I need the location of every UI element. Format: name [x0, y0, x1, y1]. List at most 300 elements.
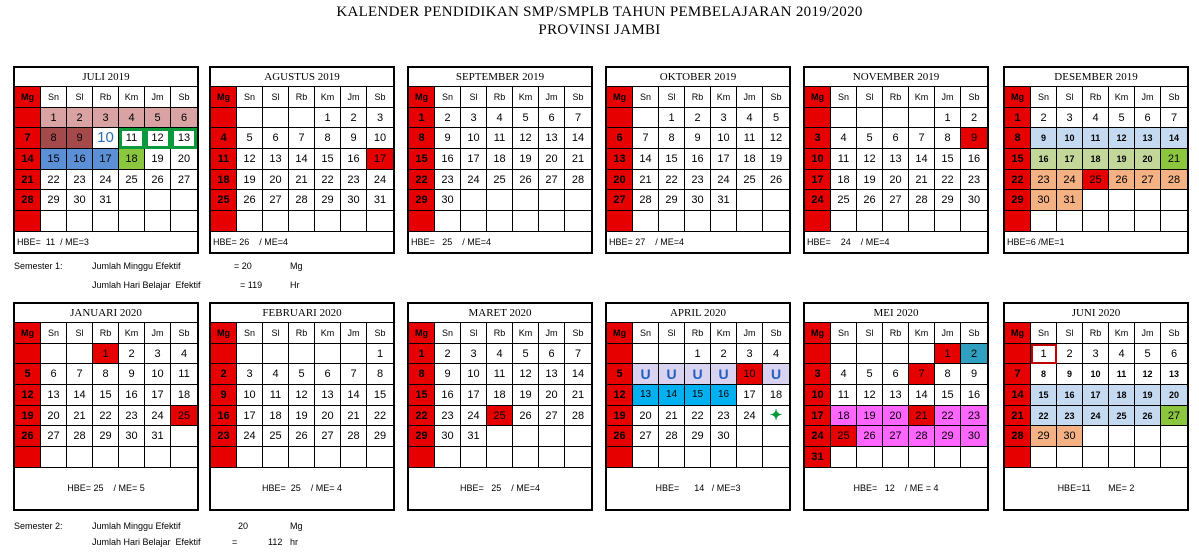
empty-day-cell [1109, 190, 1135, 211]
empty-day-cell [763, 211, 789, 232]
empty-day-cell [409, 211, 435, 232]
empty-day-cell [15, 108, 41, 129]
day-cell: 1 [1031, 344, 1057, 365]
weekday-header: Km [1109, 87, 1135, 108]
day-grid [607, 323, 789, 468]
day-cell: 2 [435, 344, 461, 365]
day-cell: 3 [461, 108, 487, 129]
empty-day-cell [1109, 211, 1135, 232]
day-cell: 4 [737, 108, 763, 129]
month-title: JUNI 2020 [1005, 304, 1187, 323]
empty-day-cell [461, 211, 487, 232]
day-cell: 5 [857, 128, 883, 149]
day-cell: 24 [461, 406, 487, 427]
empty-day-cell [341, 447, 367, 468]
month-title: DESEMBER 2019 [1005, 68, 1187, 87]
day-cell: 29 [685, 426, 711, 447]
weekday-header: Mg [409, 323, 435, 344]
month-title: JULI 2019 [15, 68, 197, 87]
day-cell: 29 [935, 426, 961, 447]
weekday-header: Sn [1031, 323, 1057, 344]
semester2-hari-unit: hr [290, 537, 299, 547]
day-cell: 18 [171, 385, 197, 406]
empty-day-cell [857, 211, 883, 232]
day-cell: 10 [1057, 128, 1083, 149]
empty-day-cell [93, 447, 119, 468]
empty-day-cell [263, 344, 289, 365]
day-cell: 30 [67, 190, 93, 211]
empty-day-cell [263, 447, 289, 468]
day-cell: 22 [367, 406, 393, 427]
empty-day-cell [211, 447, 237, 468]
empty-day-cell [1135, 190, 1161, 211]
empty-day-cell [263, 211, 289, 232]
day-cell: 27 [171, 170, 197, 191]
day-cell: 15 [935, 149, 961, 170]
day-cell: 21 [633, 170, 659, 191]
empty-day-cell [409, 447, 435, 468]
day-grid [15, 323, 197, 468]
empty-day-cell [659, 447, 685, 468]
weekday-header: Rb [289, 323, 315, 344]
semester2-minggu-label: Jumlah Minggu Efektif [92, 521, 181, 531]
empty-day-cell [15, 344, 41, 365]
empty-day-cell [67, 447, 93, 468]
day-cell: 31 [367, 190, 393, 211]
day-cell: 12 [857, 149, 883, 170]
day-cell: 9 [1031, 128, 1057, 149]
empty-day-cell [1161, 211, 1187, 232]
empty-day-cell [883, 211, 909, 232]
semester2-minggu-unit: Mg [290, 521, 303, 531]
day-cell: 5 [513, 108, 539, 129]
weekday-header: Km [711, 323, 737, 344]
day-cell: 20 [263, 170, 289, 191]
day-cell: 7 [15, 128, 41, 149]
day-cell: 29 [1031, 426, 1057, 447]
day-cell: 11 [119, 128, 145, 149]
day-cell: 16 [685, 149, 711, 170]
day-cell: 8 [1005, 128, 1031, 149]
empty-day-cell [935, 211, 961, 232]
day-cell: 23 [435, 170, 461, 191]
empty-day-cell [341, 344, 367, 365]
day-cell: 19 [1109, 149, 1135, 170]
weekday-header: Mg [1005, 87, 1031, 108]
empty-day-cell [211, 344, 237, 365]
day-cell: 27 [539, 406, 565, 427]
day-cell: 19 [289, 406, 315, 427]
empty-day-cell [315, 447, 341, 468]
day-cell: 9 [1057, 364, 1083, 385]
day-cell: 18 [119, 149, 145, 170]
day-cell: 16 [1031, 149, 1057, 170]
empty-day-cell [1057, 447, 1083, 468]
day-cell: 23 [435, 406, 461, 427]
day-cell: 27 [315, 426, 341, 447]
day-grid [211, 323, 393, 468]
day-cell: 25 [831, 190, 857, 211]
weekday-header: Jm [145, 323, 171, 344]
day-cell: 30 [685, 190, 711, 211]
empty-day-cell [41, 344, 67, 365]
weekday-header: Mg [805, 87, 831, 108]
day-cell: 14 [15, 149, 41, 170]
month-calendar [803, 302, 989, 511]
day-cell: 15 [1031, 385, 1057, 406]
weekday-header: Sb [961, 87, 987, 108]
empty-day-cell [119, 190, 145, 211]
day-cell: 11 [211, 149, 237, 170]
day-cell: 17 [1083, 385, 1109, 406]
weekday-header: Km [119, 323, 145, 344]
day-cell: 31 [93, 190, 119, 211]
day-cell: 3 [737, 344, 763, 365]
day-cell: 26 [607, 426, 633, 447]
empty-day-cell [1031, 447, 1057, 468]
empty-day-cell [435, 447, 461, 468]
empty-day-cell [831, 447, 857, 468]
weekday-header: Sb [171, 87, 197, 108]
day-cell: 12 [513, 128, 539, 149]
empty-day-cell [237, 108, 263, 129]
semester2-hari-eq: = [232, 537, 238, 547]
weekday-header: Sb [1161, 323, 1187, 344]
empty-day-cell [565, 190, 591, 211]
day-cell: 21 [1005, 406, 1031, 427]
day-cell: 21 [341, 406, 367, 427]
empty-day-cell [633, 344, 659, 365]
weekday-header: Sl [461, 87, 487, 108]
day-cell: 15 [659, 149, 685, 170]
day-cell: 16 [435, 149, 461, 170]
day-cell: 13 [263, 149, 289, 170]
month-footer: HBE= 11 / ME=3 [17, 236, 89, 247]
weekday-header: Jm [1135, 323, 1161, 344]
day-cell: 12 [1109, 128, 1135, 149]
empty-day-cell [607, 211, 633, 232]
empty-day-cell [1161, 426, 1187, 447]
empty-day-cell [685, 447, 711, 468]
empty-day-cell [961, 211, 987, 232]
weekday-header: Sb [1161, 87, 1187, 108]
empty-day-cell [565, 447, 591, 468]
weekday-header: Sn [831, 87, 857, 108]
empty-day-cell [961, 447, 987, 468]
day-cell: 4 [1083, 108, 1109, 129]
day-cell: 9 [435, 128, 461, 149]
day-cell: 17 [93, 149, 119, 170]
semester1-minggu-unit: Mg [290, 261, 303, 271]
weekday-header: Rb [883, 323, 909, 344]
day-cell: 13 [171, 128, 197, 149]
weekday-header: Mg [211, 87, 237, 108]
day-cell: 18 [737, 149, 763, 170]
weekday-header: Sl [263, 87, 289, 108]
day-cell: 22 [93, 406, 119, 427]
day-cell: 24 [237, 426, 263, 447]
empty-day-cell [41, 211, 67, 232]
weekday-header: Sb [367, 323, 393, 344]
weekday-header: Mg [607, 87, 633, 108]
day-cell: 23 [961, 406, 987, 427]
day-cell: 17 [461, 149, 487, 170]
weekday-header: Sl [67, 87, 93, 108]
weekday-header: Sb [565, 87, 591, 108]
day-cell: 6 [883, 364, 909, 385]
day-cell: 6 [883, 128, 909, 149]
empty-day-cell [539, 190, 565, 211]
day-cell: 23 [341, 170, 367, 191]
day-cell: 11 [487, 364, 513, 385]
day-cell: 16 [961, 385, 987, 406]
weekday-header: Jm [1135, 87, 1161, 108]
empty-day-cell [1005, 211, 1031, 232]
day-cell: 25 [1083, 170, 1109, 191]
day-cell: 7 [633, 128, 659, 149]
day-cell: 7 [565, 108, 591, 129]
empty-day-cell [315, 344, 341, 365]
weekday-header: Km [315, 87, 341, 108]
day-cell: 27 [633, 426, 659, 447]
day-cell: 14 [909, 149, 935, 170]
day-cell: 10 [145, 364, 171, 385]
day-cell: 31 [1057, 190, 1083, 211]
month-footer: HBE= 25 / ME=4 [411, 236, 492, 247]
day-cell: 9 [211, 385, 237, 406]
day-cell: 28 [565, 170, 591, 191]
day-cell: 9 [961, 364, 987, 385]
day-cell: 4 [263, 364, 289, 385]
semester2-label: Semester 2: [14, 521, 63, 531]
empty-day-cell [607, 447, 633, 468]
day-cell: 4 [1109, 344, 1135, 365]
weekday-header: Sl [659, 323, 685, 344]
empty-day-cell [763, 426, 789, 447]
day-cell: 9 [67, 128, 93, 149]
day-cell: 16 [341, 149, 367, 170]
day-cell: 22 [315, 170, 341, 191]
day-cell: 19 [857, 170, 883, 191]
day-cell: 21 [565, 149, 591, 170]
weekday-header: Sl [857, 87, 883, 108]
empty-day-cell [41, 447, 67, 468]
weekday-header: Rb [93, 87, 119, 108]
semester1-minggu-label: Jumlah Minggu Efektif [92, 261, 181, 271]
empty-day-cell [367, 447, 393, 468]
day-cell: 13 [633, 385, 659, 406]
day-cell: 20 [1135, 149, 1161, 170]
day-cell: 21 [1161, 149, 1187, 170]
day-cell: 30 [1031, 190, 1057, 211]
day-cell: 27 [41, 426, 67, 447]
month-footer: HBE= 25 / ME= 5 [67, 482, 145, 493]
day-cell: 6 [1135, 108, 1161, 129]
day-cell: 5 [237, 128, 263, 149]
month-calendar [13, 302, 199, 511]
day-cell: 13 [1135, 128, 1161, 149]
day-cell: 23 [211, 426, 237, 447]
day-cell: 17 [737, 385, 763, 406]
weekday-header: Km [513, 87, 539, 108]
month-calendar [605, 66, 791, 254]
weekday-header: Sn [41, 87, 67, 108]
day-cell: 8 [409, 364, 435, 385]
day-cell: 17 [805, 170, 831, 191]
day-cell: 20 [1161, 385, 1187, 406]
empty-day-cell [119, 211, 145, 232]
weekday-header: Jm [145, 87, 171, 108]
weekday-header: Sn [633, 323, 659, 344]
day-grid [409, 87, 591, 232]
weekday-header: Sl [857, 323, 883, 344]
day-cell: 14 [659, 385, 685, 406]
day-cell: 27 [883, 190, 909, 211]
day-cell: 1 [1005, 108, 1031, 129]
day-cell: 17 [145, 385, 171, 406]
day-cell: 18 [1109, 385, 1135, 406]
month-calendar [13, 66, 199, 254]
empty-day-cell [487, 190, 513, 211]
weekday-header: Sb [763, 323, 789, 344]
day-cell: 6 [539, 108, 565, 129]
weekday-header: Sl [659, 87, 685, 108]
day-cell: 1 [315, 108, 341, 129]
day-cell: 2 [685, 108, 711, 129]
day-cell: 15 [315, 149, 341, 170]
day-cell: 10 [461, 364, 487, 385]
day-cell: 22 [1031, 406, 1057, 427]
day-cell: 8 [935, 364, 961, 385]
day-cell: 29 [41, 190, 67, 211]
day-cell: 12 [289, 385, 315, 406]
empty-day-cell [909, 211, 935, 232]
weekday-header: Sn [41, 323, 67, 344]
day-cell: 14 [633, 149, 659, 170]
day-grid [211, 87, 393, 232]
month-footer: HBE=11 ME= 2 [1057, 482, 1135, 493]
month-calendar [407, 66, 593, 254]
weekday-header: Km [909, 323, 935, 344]
day-cell: 23 [1057, 406, 1083, 427]
empty-day-cell [289, 211, 315, 232]
day-cell: 24 [93, 170, 119, 191]
day-cell: 14 [565, 128, 591, 149]
weekday-header: Mg [211, 323, 237, 344]
day-cell: 22 [41, 170, 67, 191]
day-cell: 16 [711, 385, 737, 406]
day-cell: 15 [935, 385, 961, 406]
empty-day-cell [633, 211, 659, 232]
day-cell: 3 [367, 108, 393, 129]
weekday-header: Sl [67, 323, 93, 344]
day-cell: 8 [1031, 364, 1057, 385]
day-cell: 15 [1005, 149, 1031, 170]
empty-day-cell [93, 211, 119, 232]
day-cell: 20 [883, 170, 909, 191]
day-cell: 14 [1161, 128, 1187, 149]
day-cell: 9 [685, 128, 711, 149]
day-cell: 6 [171, 108, 197, 129]
empty-day-cell [1031, 211, 1057, 232]
day-cell: 17 [367, 149, 393, 170]
empty-day-cell [685, 211, 711, 232]
weekday-header: Km [513, 323, 539, 344]
weekday-header: Sn [831, 323, 857, 344]
day-cell: 22 [935, 170, 961, 191]
day-cell: 25 [211, 190, 237, 211]
day-cell: 12 [15, 385, 41, 406]
day-cell: 30 [711, 426, 737, 447]
empty-day-cell [513, 426, 539, 447]
empty-day-cell [737, 447, 763, 468]
day-cell: 8 [367, 364, 393, 385]
day-cell: 22 [409, 406, 435, 427]
day-cell: 21 [909, 406, 935, 427]
day-cell: 29 [315, 190, 341, 211]
day-cell: 15 [409, 385, 435, 406]
day-cell: 28 [909, 426, 935, 447]
empty-day-cell [831, 344, 857, 365]
day-cell: 14 [67, 385, 93, 406]
day-cell: 31 [711, 190, 737, 211]
day-cell: 27 [883, 426, 909, 447]
day-cell: 11 [831, 149, 857, 170]
day-cell: 23 [711, 406, 737, 427]
day-cell: 25 [1109, 406, 1135, 427]
empty-day-cell [539, 211, 565, 232]
day-cell: 26 [513, 406, 539, 427]
day-cell: 14 [1005, 385, 1031, 406]
month-calendar [209, 302, 395, 511]
day-cell: 27 [607, 190, 633, 211]
day-cell: 7 [1161, 108, 1187, 129]
day-cell: 25 [119, 170, 145, 191]
day-cell: 22 [659, 170, 685, 191]
empty-day-cell [461, 447, 487, 468]
empty-day-cell [461, 190, 487, 211]
day-cell: 31 [145, 426, 171, 447]
weekday-header: Km [315, 323, 341, 344]
day-grid [1005, 323, 1187, 468]
day-cell: 17 [461, 385, 487, 406]
day-cell: 27 [1135, 170, 1161, 191]
day-cell: 15 [41, 149, 67, 170]
day-cell: 1 [367, 344, 393, 365]
weekday-header: Mg [15, 87, 41, 108]
day-cell: 19 [607, 406, 633, 427]
day-cell: 14 [341, 385, 367, 406]
month-calendar [209, 66, 395, 254]
weekday-header: Mg [409, 87, 435, 108]
day-cell: 12 [1135, 364, 1161, 385]
day-cell: 3 [1083, 344, 1109, 365]
empty-day-cell [805, 108, 831, 129]
day-cell: 4 [171, 344, 197, 365]
day-cell: 29 [1005, 190, 1031, 211]
day-cell: 1 [935, 344, 961, 365]
empty-day-cell [145, 190, 171, 211]
empty-day-cell [737, 190, 763, 211]
day-cell: 2 [961, 108, 987, 129]
day-cell: 20 [539, 385, 565, 406]
day-cell: 17 [805, 406, 831, 427]
day-cell: 15 [685, 385, 711, 406]
day-cell: U [711, 364, 737, 385]
empty-day-cell [737, 426, 763, 447]
day-cell: 11 [1083, 128, 1109, 149]
month-title: FEBRUARI 2020 [211, 304, 393, 323]
